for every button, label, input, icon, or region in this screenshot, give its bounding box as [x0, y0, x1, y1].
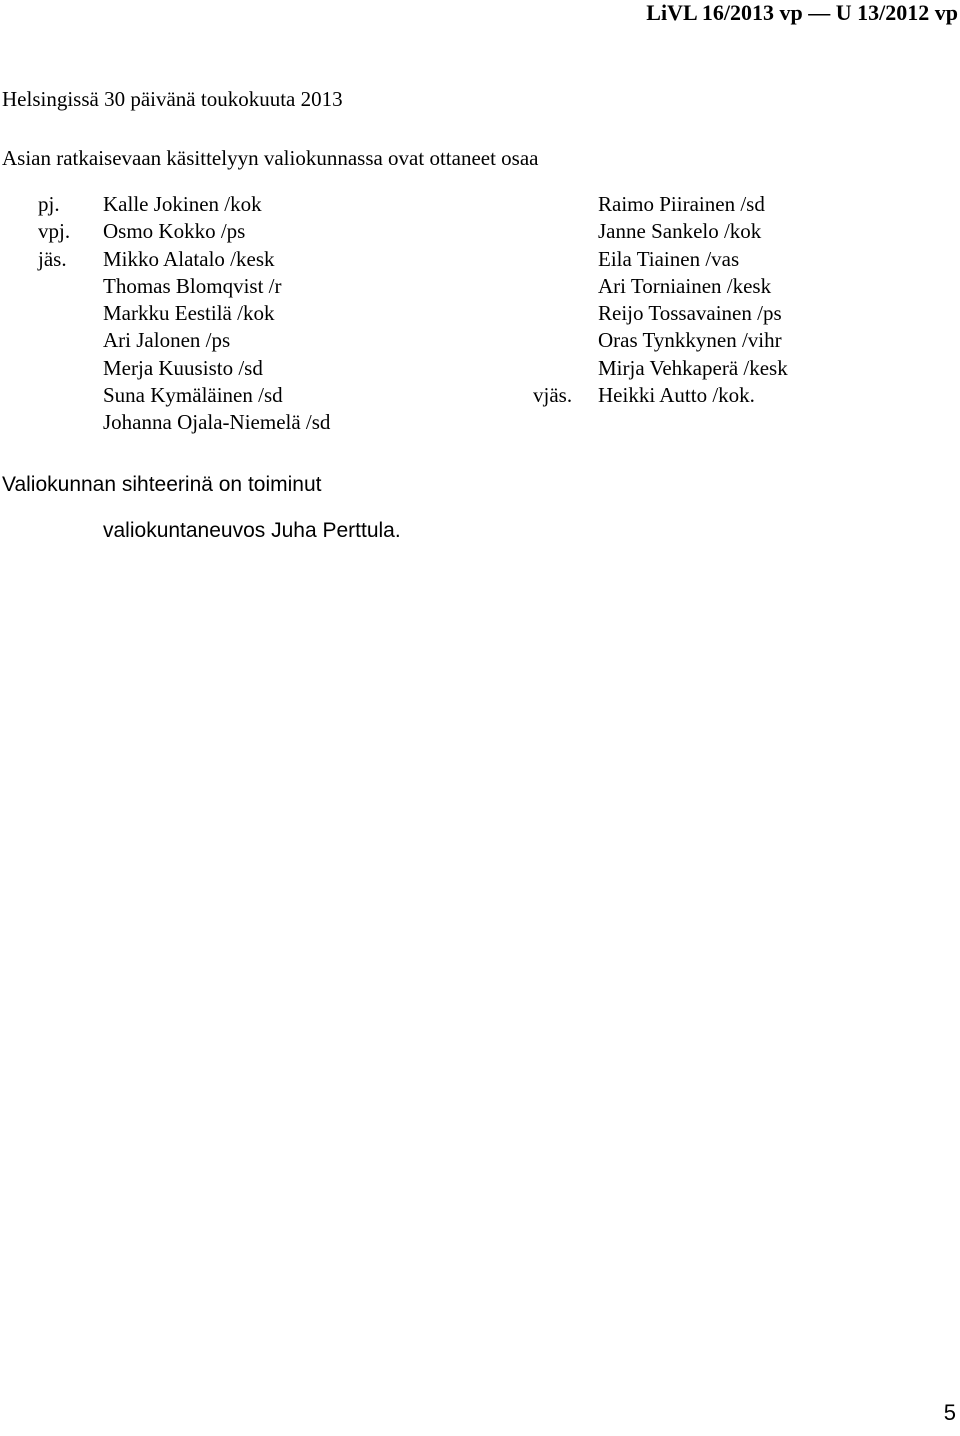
member-name: Heikki Autto /kok.	[598, 383, 755, 408]
secretary-name: valiokuntaneuvos Juha Perttula.	[103, 519, 401, 542]
document-reference: LiVL 16/2013 vp — U 13/2012 vp	[646, 0, 958, 25]
member-name: Kalle Jokinen /kok	[103, 192, 262, 216]
member-name: Ari Torniainen /kesk	[598, 273, 772, 298]
member-name: Eila Tiainen /vas	[598, 246, 740, 271]
member-role: jäs.	[38, 246, 67, 271]
member-name: Mikko Alatalo /kesk	[103, 246, 275, 271]
members-list	[0, 191, 960, 437]
member-row	[0, 273, 960, 300]
member-role: vjäs.	[533, 383, 573, 408]
member-name: Osmo Kokko /ps	[103, 219, 246, 244]
member-row	[0, 382, 960, 409]
participants-heading: Asian ratkaisevaan käsittelyyn valiokunnassa ovat ottaneet osaa	[2, 146, 539, 170]
member-row	[0, 355, 960, 382]
member-name: Raimo Piirainen /sd	[598, 192, 765, 216]
member-name: Markku Eestilä /kok	[103, 301, 275, 326]
member-name: Thomas Blomqvist /r	[103, 273, 282, 298]
page-number: 5	[943, 1400, 956, 1425]
member-name: Suna Kymäläinen /sd	[103, 383, 283, 408]
member-name: Mirja Vehkaperä /kesk	[598, 355, 788, 380]
member-row	[0, 409, 960, 436]
member-row	[0, 327, 960, 354]
member-name: Oras Tynkkynen /vihr	[598, 328, 782, 353]
member-name: Janne Sankelo /kok	[598, 219, 762, 244]
member-row	[0, 300, 960, 327]
member-name: Reijo Tossavainen /ps	[598, 301, 782, 326]
member-row	[0, 246, 960, 273]
member-role: pj.	[38, 192, 60, 216]
member-name: Merja Kuusisto /sd	[103, 355, 263, 380]
member-row	[0, 191, 960, 218]
member-name: Ari Jalonen /ps	[103, 328, 231, 353]
secretary-heading: Valiokunnan sihteerinä on toiminut	[2, 473, 322, 496]
place-and-date: Helsingissä 30 päivänä toukokuuta 2013	[2, 87, 343, 111]
member-name: Johanna Ojala-Niemelä /sd	[103, 410, 331, 435]
member-role: vpj.	[38, 219, 71, 244]
member-row	[0, 218, 960, 245]
